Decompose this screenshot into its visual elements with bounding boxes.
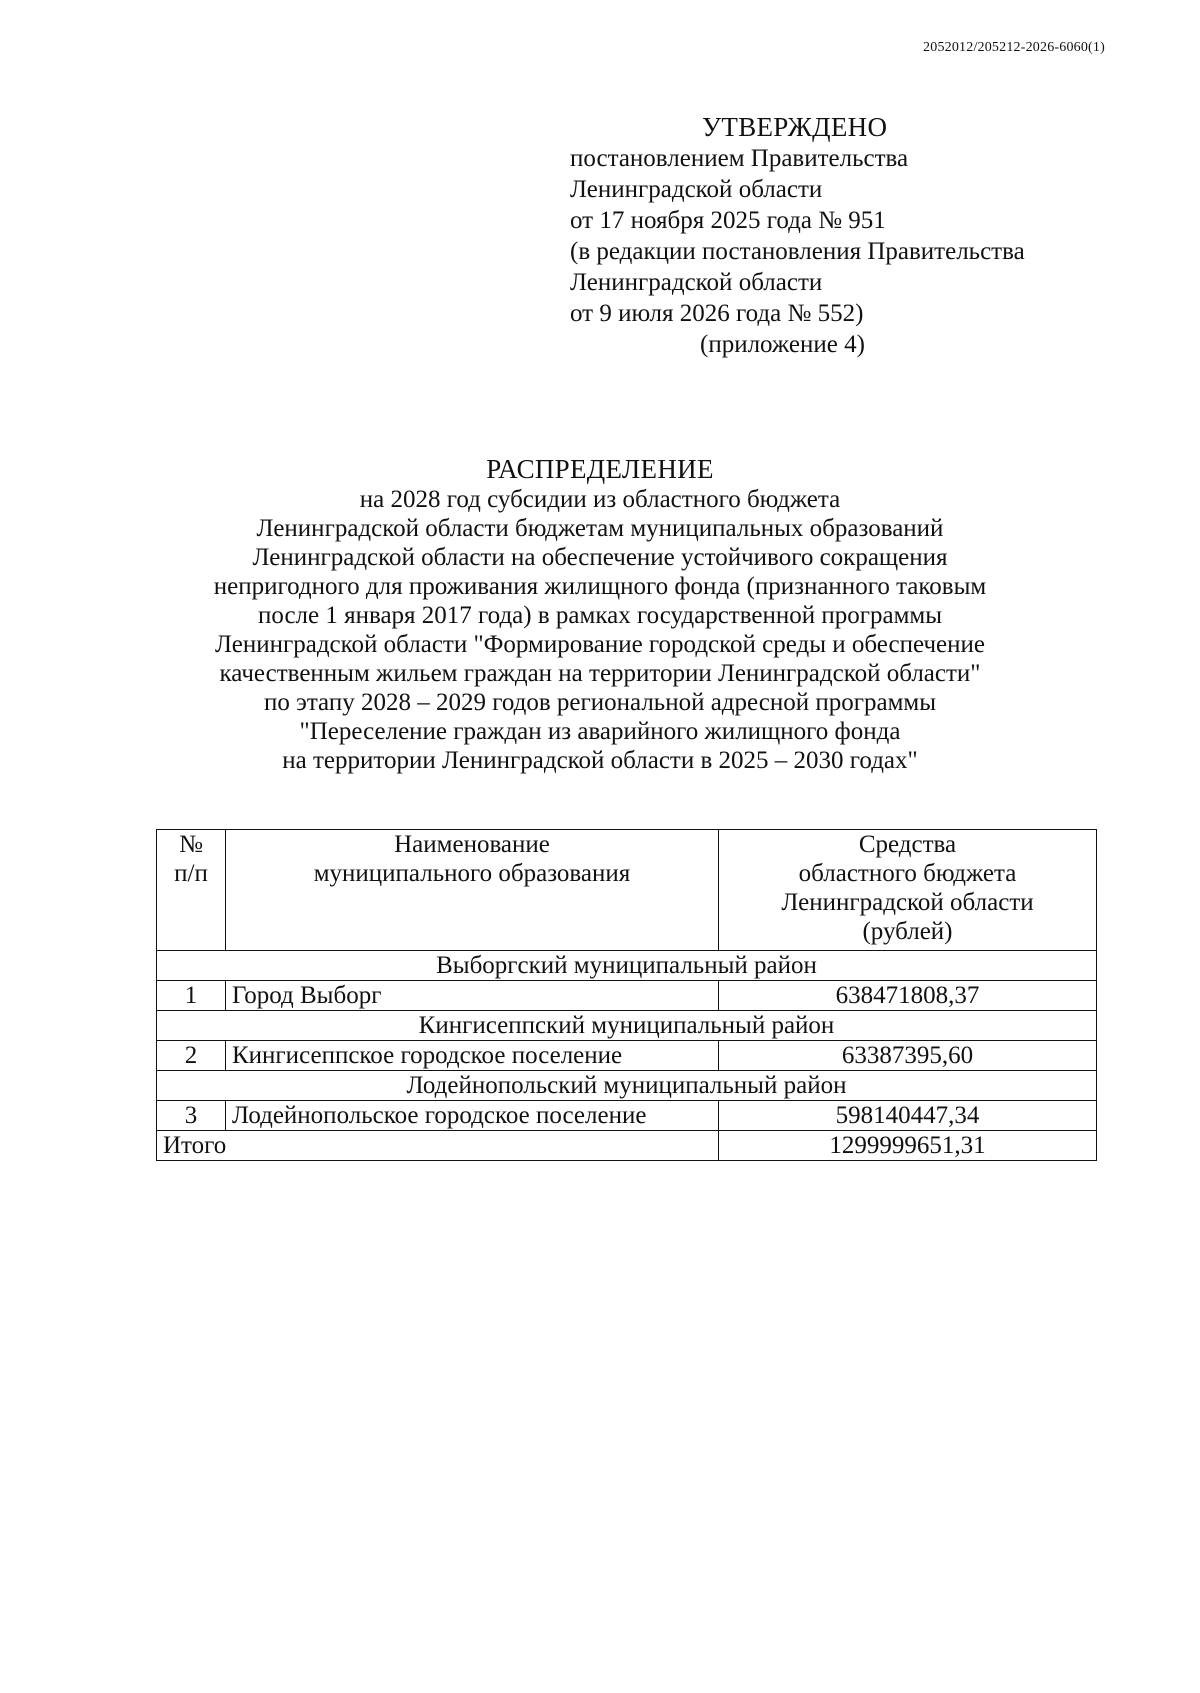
district-row: [157, 1011, 1097, 1041]
total-sum: 1299999651,31: [719, 1131, 1097, 1161]
approval-title: УТВЕРЖДЕНО: [702, 112, 888, 142]
header-sum-line: областного бюджета: [798, 860, 1017, 887]
heading-line: после 1 января 2017 года) в рамках государственной программы: [257, 602, 943, 629]
total-row: [157, 1131, 1097, 1161]
header-num: [157, 830, 226, 951]
district-name: Кингисеппский муниципальный район: [157, 1011, 1097, 1041]
heading-line: Ленинградской области "Формирование городской среды и обеспечение: [214, 631, 986, 658]
header-name: [226, 830, 719, 951]
heading-line: качественным жильем граждан на территории Ленинградской области": [219, 660, 981, 687]
heading-line: Ленинградской области на обеспечение устойчивого сокращения: [252, 544, 948, 571]
header-sum-line: Средства: [858, 831, 957, 858]
heading-line: "Переселение граждан из аварийного жилищного фонда: [299, 718, 901, 745]
approval-line: Ленинградской области: [570, 269, 823, 296]
approval-line: (в редакции постановления Правительства: [570, 238, 1025, 265]
header-num-line: п/п: [174, 860, 208, 887]
document-heading: [100, 455, 1100, 775]
table-row: [157, 1041, 1097, 1071]
row-name: Город Выборг: [226, 981, 719, 1011]
header-name-line: муниципального образования: [313, 860, 631, 887]
heading-line: на территории Ленинградской области в 2025 – 2030 годах": [282, 747, 918, 774]
approval-line: от 17 ноября 2025 года № 951: [570, 207, 886, 234]
district-name: Выборгский муниципальный район: [157, 951, 1097, 981]
approval-line: постановлением Правительства: [570, 145, 909, 172]
document-title: РАСПРЕДЕЛЕНИЕ: [486, 454, 714, 484]
header-sum-line: (рублей): [862, 918, 953, 945]
row-name: Кингисеппское городское поселение: [226, 1041, 719, 1071]
appendix-note: (приложение 4): [700, 331, 865, 358]
district-name: Лодейнопольский муниципальный район: [157, 1071, 1097, 1101]
heading-line: Ленинградской области бюджетам муниципальных образований: [256, 515, 944, 542]
heading-line: на 2028 год субсидии из областного бюджета: [359, 486, 841, 513]
approval-line: Ленинградской области: [570, 176, 823, 203]
header-sum-line: Ленинградской области: [781, 889, 1034, 916]
header-name-line: Наименование: [394, 831, 550, 858]
document-id: 2052012/205212-2026-6060(1): [923, 40, 1105, 55]
table-row: [157, 981, 1097, 1011]
row-num: 3: [157, 1101, 226, 1131]
row-sum: 598140447,34: [719, 1101, 1097, 1131]
row-num: 1: [157, 981, 226, 1011]
approval-stamp: [570, 112, 1130, 360]
header-sum: [719, 830, 1097, 951]
heading-line: непригодного для проживания жилищного фонда (признанного таковым: [213, 573, 987, 600]
distribution-table: [156, 829, 1097, 1161]
header-num-line: №: [179, 831, 203, 858]
heading-line: по этапу 2028 – 2029 годов региональной адресной программы: [263, 689, 937, 716]
table-row: [157, 1101, 1097, 1131]
table-header-row: [157, 830, 1097, 951]
total-label: Итого: [157, 1131, 719, 1161]
row-num: 2: [157, 1041, 226, 1071]
district-row: [157, 951, 1097, 981]
row-sum: 638471808,37: [719, 981, 1097, 1011]
row-name: Лодейнопольское городское поселение: [226, 1101, 719, 1131]
row-sum: 63387395,60: [719, 1041, 1097, 1071]
approval-line: от 9 июля 2026 года № 552): [570, 300, 864, 327]
district-row: [157, 1071, 1097, 1101]
